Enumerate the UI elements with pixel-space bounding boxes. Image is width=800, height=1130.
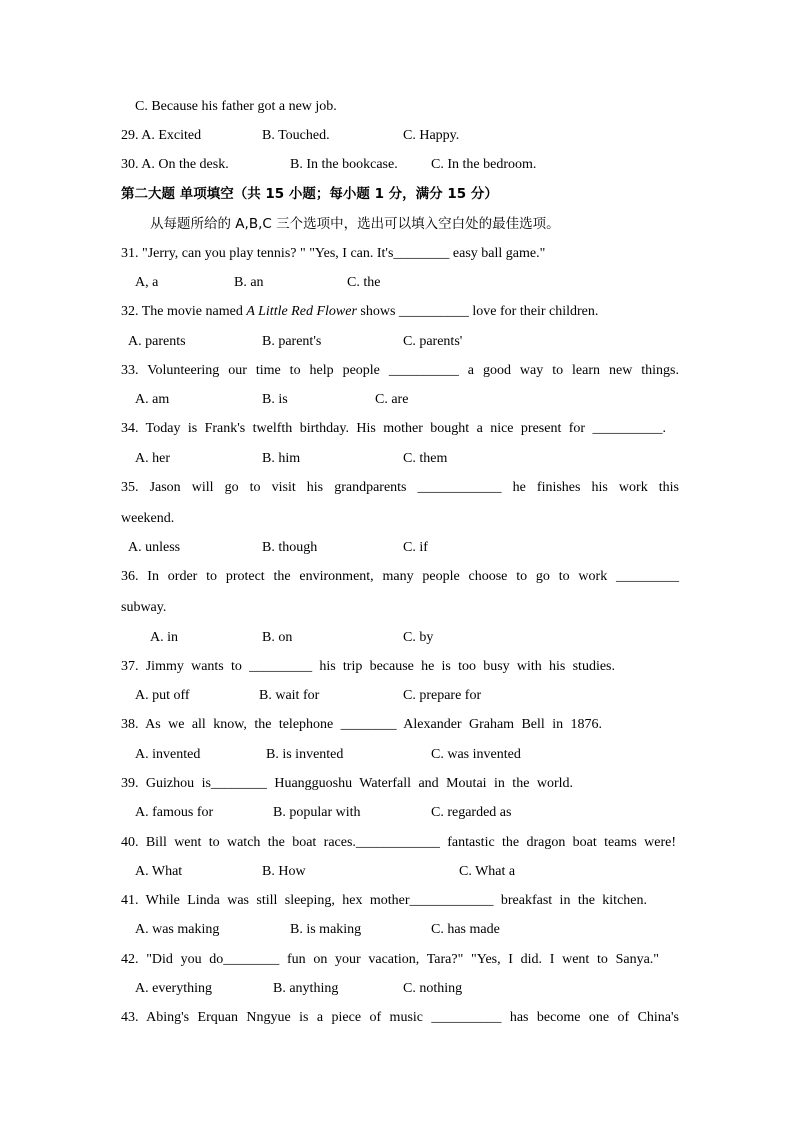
question-36-option-b: B. on — [262, 630, 293, 645]
question-37-stem: 37. Jimmy wants to _________ his trip because he is too busy with his studies. — [121, 659, 615, 674]
question-40-option-b: B. How — [262, 864, 306, 879]
question-38-option-b: B. is invented — [266, 747, 344, 762]
q28-option-c: C. Because his father got a new job. — [135, 99, 337, 114]
question-36-stem: 36. In order to protect the environment, many people choose to go to work _________ — [121, 569, 679, 584]
question-39-option-a: A. famous for — [135, 805, 214, 820]
question-33-option-c: C. are — [375, 392, 409, 407]
question-37-option-b: B. wait for — [259, 688, 320, 703]
question-32-stem — [121, 303, 679, 321]
question-34-stem: 34. Today is Frank's twelfth birthday. His mother bought a nice present for __________. — [121, 421, 666, 436]
question-41-stem: 41. While Linda was still sleeping, hex mother____________ breakfast in the kitchen. — [121, 893, 647, 908]
question-40-option-a: A. What — [135, 864, 183, 879]
question-35-stem-cont: weekend. — [121, 511, 175, 526]
question-32-stem-pre: 32. The movie named — [121, 304, 247, 319]
question-39-option-c: C. regarded as — [431, 805, 512, 820]
section-instruction: 从每题所给的 A,B,C 三个选项中，选出可以填入空白处的最佳选项。 — [150, 216, 560, 232]
question-39-stem: 39. Guizhou is________ Huangguoshu Waterfall and Moutai in the world. — [121, 776, 573, 791]
question-32-option-b: B. parent's — [262, 334, 322, 349]
question-35-option-c: C. if — [403, 540, 428, 555]
question-38-stem: 38. As we all know, the telephone ________ Alexander Graham Bell in 1876. — [121, 717, 602, 732]
q30-option-b: B. In the bookcase. — [290, 157, 398, 172]
question-41-option-c: C. has made — [431, 922, 500, 937]
question-42-stem: 42. "Did you do________ fun on your vacation, Tara?" "Yes, I did. I went to Sanya." — [121, 952, 659, 967]
q29-option-a: 29. A. Excited — [121, 128, 202, 143]
question-42-option-c: C. nothing — [403, 981, 463, 996]
question-41-option-b: B. is making — [290, 922, 362, 937]
q30-option-a: 30. A. On the desk. — [121, 157, 229, 172]
question-38-option-c: C. was invented — [431, 747, 521, 762]
question-32-stem-post: shows __________ love for their children. — [356, 304, 599, 319]
question-34-option-b: B. him — [262, 451, 301, 466]
q29-option-b: B. Touched. — [262, 128, 330, 143]
question-40-option-c: C. What a — [459, 864, 516, 879]
question-34-option-a: A. her — [135, 451, 170, 466]
question-33-stem: 33. Volunteering our time to help people __________ a good way to learn new things. — [121, 363, 679, 378]
question-32-option-a: A. parents — [128, 334, 186, 349]
question-43-stem: 43. Abing's Erquan Nngyue is a piece of music __________ has become one of China's — [121, 1010, 679, 1025]
q30-option-c: C. In the bedroom. — [431, 157, 537, 172]
question-36-stem-cont: subway. — [121, 600, 167, 615]
question-32-option-c: C. parents' — [403, 334, 463, 349]
question-39-option-b: B. popular with — [273, 805, 361, 820]
question-31-option-b: B. an — [234, 275, 264, 290]
question-37-option-a: A. put off — [135, 688, 190, 703]
question-42-option-a: A. everything — [135, 981, 212, 996]
question-34-option-c: C. them — [403, 451, 448, 466]
question-31-option-c: C. the — [347, 275, 381, 290]
question-36-option-c: C. by — [403, 630, 434, 645]
question-35-option-b: B. though — [262, 540, 318, 555]
section-title: 第二大题 单项填空（共 15 小题；每小题 1 分，满分 15 分） — [121, 186, 498, 202]
question-42-option-b: B. anything — [273, 981, 339, 996]
question-40-stem: 40. Bill went to watch the boat races.____________ fantastic the dragon boat teams were! — [121, 835, 676, 850]
question-36-option-a: A. in — [150, 630, 178, 645]
question-37-option-c: C. prepare for — [403, 688, 482, 703]
question-38-option-a: A. invented — [135, 747, 201, 762]
movie-title: A Little Red Flower — [246, 304, 357, 319]
question-35-stem: 35. Jason will go to visit his grandparents ____________ he finishes his work this — [121, 480, 679, 495]
question-33-option-b: B. is — [262, 392, 288, 407]
q29-option-c: C. Happy. — [403, 128, 460, 143]
question-31-option-a: A, a — [135, 275, 159, 290]
question-35-option-a: A. unless — [128, 540, 181, 555]
question-41-option-a: A. was making — [135, 922, 220, 937]
question-31-stem: 31. "Jerry, can you play tennis? " "Yes, I can. It's________ easy ball game." — [121, 246, 546, 261]
question-33-option-a: A. am — [135, 392, 170, 407]
